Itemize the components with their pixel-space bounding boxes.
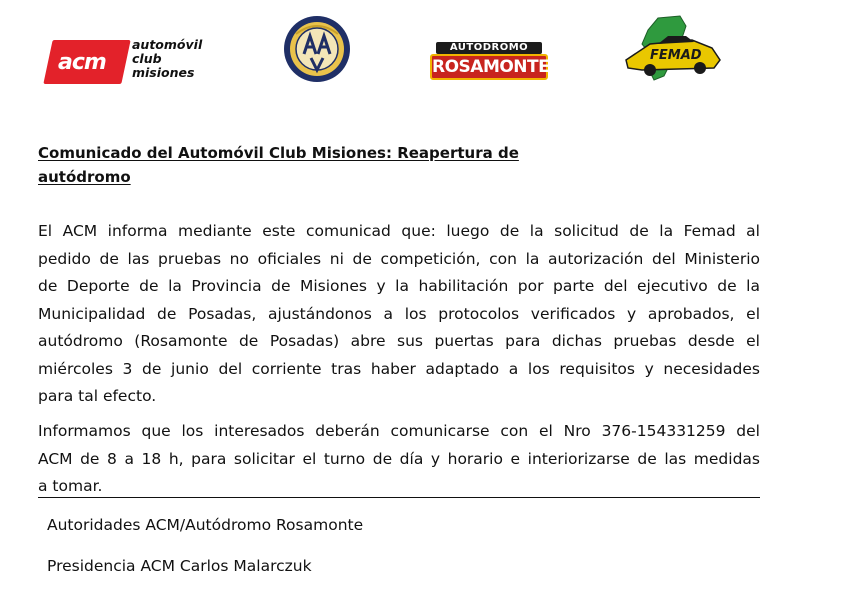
acm-logo-word-3: misiones	[132, 65, 195, 80]
paragraph-line: pedido de las pruebas no oficiales ni de competición, con la autorización del Ministerio	[38, 249, 760, 268]
acm-logo-word-2: club	[132, 51, 162, 66]
paragraph-line: para tal efecto.	[38, 387, 157, 405]
paragraph-line: miércoles 3 de junio del corriente tras haber adaptado a los requisitos y necesidades	[38, 359, 760, 378]
signature-presidency: Presidencia ACM Carlos Malarczuk	[47, 557, 312, 575]
acm-logo-word-1: automóvil	[132, 37, 203, 52]
divider	[38, 497, 760, 498]
signature-authorities: Autoridades ACM/Autódromo Rosamonte	[47, 516, 364, 534]
paragraph-line: de Deporte de la Provincia de Misiones y la habilitación por parte del ejecutivo de la	[38, 277, 760, 295]
paragraph-line: El ACM informa mediante este comunicad que: luego de la solicitud de la Femad al	[38, 222, 760, 240]
page-title-line-1: Comunicado del Automóvil Club Misiones: Reapertura de	[38, 144, 519, 162]
announcement-paragraph	[38, 218, 760, 411]
paragraph-line: a tomar.	[38, 477, 103, 495]
logo-bar	[0, 0, 850, 100]
rosamonte-logo-top: AUTODROMO	[436, 42, 542, 54]
acm-logo-words	[132, 38, 202, 80]
contact-paragraph	[38, 418, 760, 501]
acm-logo	[48, 38, 218, 86]
paragraph-line: Informamos que los interesados deberán comunicarse con el Nro 376-154331259 del	[38, 422, 760, 440]
autodromo-rosamonte-logo	[430, 42, 548, 82]
paragraph-line: Municipalidad de Posadas, ajustándonos a los protocolos verificados y aprobados, el	[38, 304, 760, 323]
paragraph-line: ACM de 8 a 18 h, para solicitar el turno de día y horario e interiorizarse de las medidas	[38, 449, 760, 468]
rosamonte-logo-main: ROSAMONTE	[430, 54, 548, 80]
page-title	[38, 141, 558, 189]
femad-logo	[620, 14, 724, 86]
aav-emblem-logo	[282, 14, 352, 84]
acm-logo-badge-text: acm	[58, 50, 106, 75]
paragraph-line: autódromo (Rosamonte de Posadas) abre sus puertas para dichas pruebas desde el	[38, 332, 760, 350]
femad-logo-text: FEMAD	[650, 48, 702, 63]
page-title-line-2: autódromo	[38, 168, 131, 186]
